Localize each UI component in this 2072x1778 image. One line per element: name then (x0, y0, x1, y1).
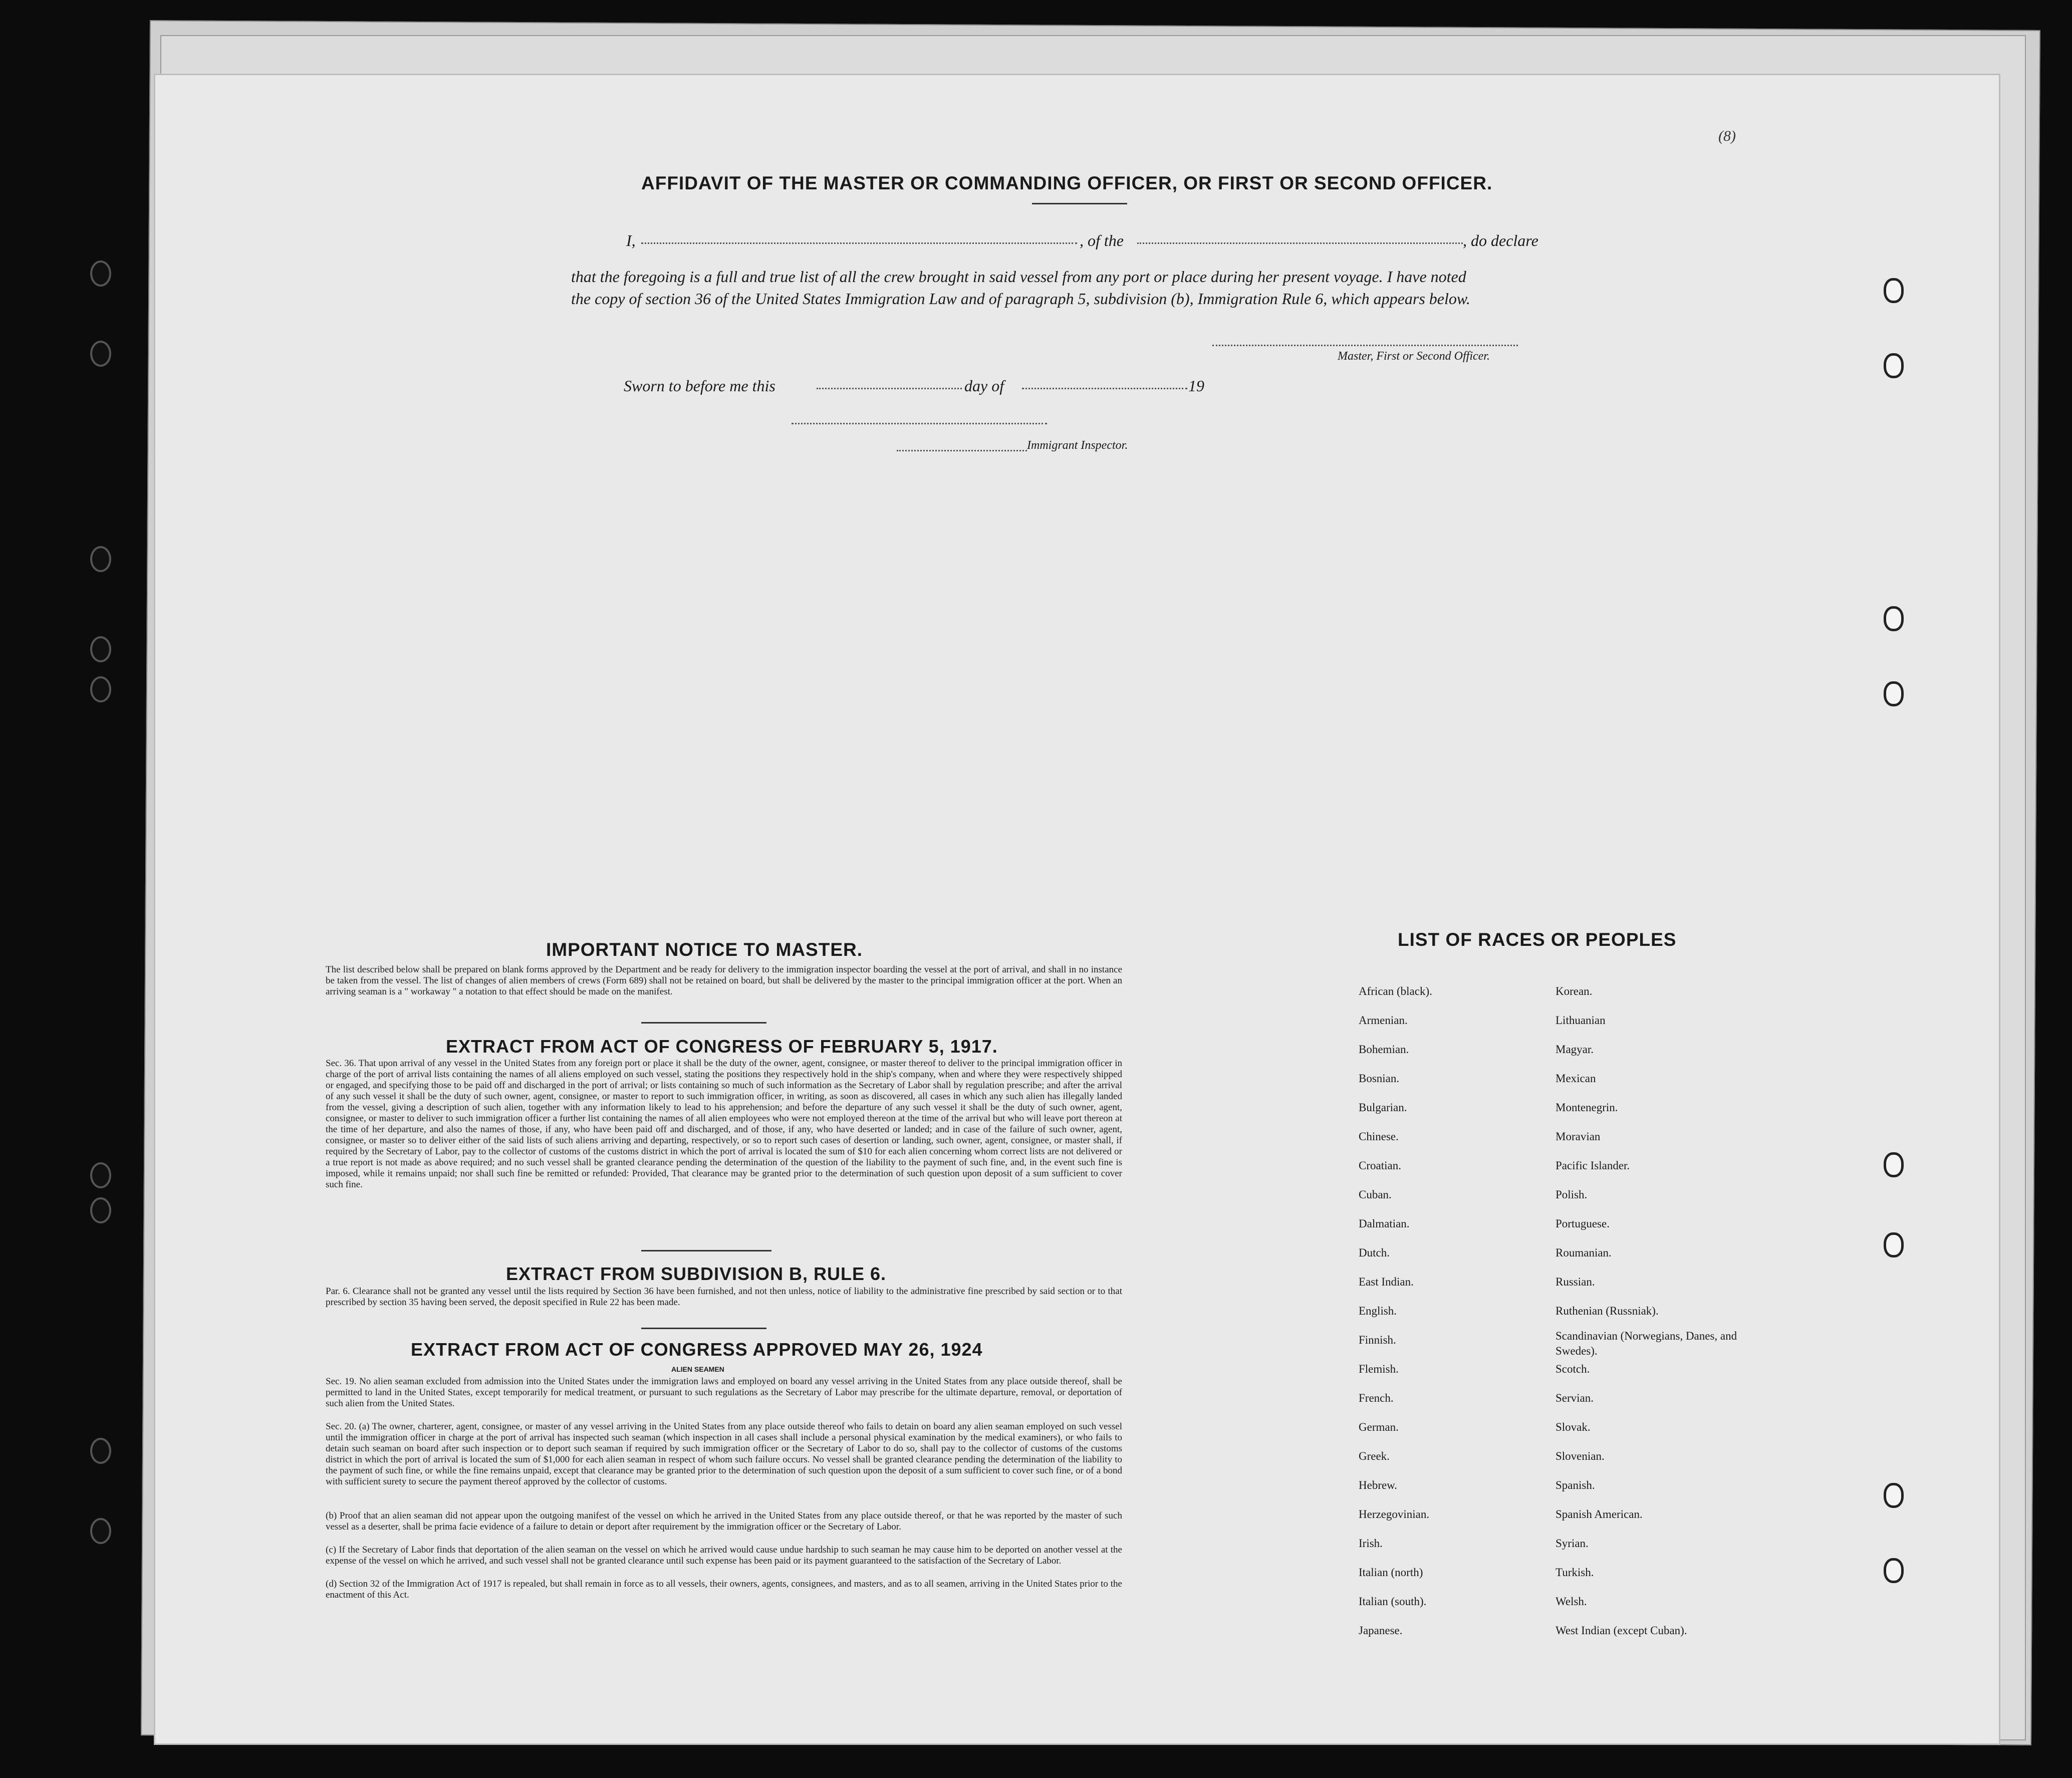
race-item: Bohemian. (1359, 1043, 1409, 1056)
race-item: Portuguese. (1556, 1217, 1610, 1230)
race-item: Greek. (1359, 1450, 1390, 1462)
race-item: Moravian (1556, 1130, 1601, 1143)
month-blank (1022, 388, 1187, 389)
race-item: Mexican (1556, 1072, 1596, 1085)
divider (641, 1022, 766, 1024)
race-item: Ruthenian (Russniak). (1556, 1305, 1659, 1317)
race-item: German. (1359, 1421, 1399, 1433)
sec20a-body: Sec. 20. (a) The owner, charterer, agent, consignee, or master of any vessel arriving in the United States from any place outside thereof who fails to detain on board any alien seaman employed on such vessel until the immigration officer in charge at the port of arrival has inspected such seaman (which inspection in all cases shall include a personal physical examination by the medical examiners), or who fails to detain such seaman on board after such inspection or to deport such seaman if required by such immigration officer or the Secretary of Labor to do so, shall pay to the collector of customs of the customs district in which the port of arrival is located the sum of $1,000 for each alien seaman in respect of whom such failure occurs. No vessel shall be granted clearance pending the determination of the liability to the payment of such fine, or while the fine remains unpaid, except that clearance may be granted prior to the determination of such question upon the deposit of a sum sufficient to cover such fine, or of a bond with sufficient surety to secure the payment thereof approved by the collector of customs. (326, 1421, 1122, 1487)
sec19-body: Sec. 19. No alien seaman excluded from admission into the United States under the immigration laws and employed on board any vessel arriving in the United States from any place outside thereof, shall be permitted to land in the United States, except temporarily for medical treatment, or pursuant to such regulations as the Secretary of Labor may prescribe for the ultimate departure, removal, or deportation of such alien from the United States. (326, 1376, 1122, 1409)
punch-hole (1884, 1232, 1904, 1257)
race-item: Roumanian. (1556, 1246, 1612, 1259)
race-item: Flemish. (1359, 1363, 1399, 1375)
manifest-page (155, 75, 1999, 1743)
race-item: Irish. (1359, 1537, 1383, 1550)
race-item: Herzegovinian. (1359, 1508, 1430, 1520)
race-item: Bosnian. (1359, 1072, 1400, 1085)
page-number-mark: (8) (1718, 128, 1736, 144)
race-item: Croatian. (1359, 1159, 1401, 1172)
race-item: English. (1359, 1305, 1397, 1317)
race-item: French. (1359, 1392, 1394, 1404)
binding-hole (90, 1518, 111, 1544)
punch-hole (1884, 1152, 1904, 1177)
punch-hole (1884, 681, 1904, 706)
sworn-day-of: day of (964, 377, 1004, 395)
inspector-signature-line (897, 450, 1027, 451)
race-item: Japanese. (1359, 1624, 1403, 1637)
day-blank (817, 388, 962, 389)
extract-1917-body: Sec. 36. That upon arrival of any vessel in the United States from any foreign port or place it shall be the duty of the owner, agent, consignee, or master thereof to deliver to the principal immigration officer in charge of the port of arrival lists containing the names of all aliens employed on such vessel, stating the positions they respectively hold in the ship's company, when and where they were respectively shipped or engaged, and specifying those to be paid off and discharged in the port of arrival; or lists containing so much of such information as the Secretary of Labor shall by regulation prescribe; and after the arrival of any such vessel it shall be the duty of such owner, agent, consignee, or master to report to such immigration officer, in writing, as soon as discovered, all cases in which any such alien has illegally landed from the vessel, giving a description of such alien, together with any information likely to lead to his apprehension; and before the departure of any such vessel it shall be the duty of such owner, agent, consignee, or master to deliver to such immigration officer a further list containing the names of all alien employees who were not employed thereon at the time of the arrival but who will leave port thereon at the time of her departure, and also the names of those, if any, who have been paid off and discharged, and of those, if any, who have deserted or landed; and in case of the failure of such owner, agent, consignee, or master so to deliver either of the said lists of such aliens arriving and departing, respectively, or so to report such cases of desertion or landing, such owner, agent, consignee, or master shall, if required by the Secretary of Labor, pay to the collector of customs of the customs district in which the port of arrival is located the sum of $10 for each alien concerning whom correct lists are not delivered or a true report is not made as above required; and no such vessel shall be granted clearance pending the determination of the question of the liability to the payment of such fine, and, in the event such fine is imposed, while it remains unpaid; nor shall such fine be remitted or refunded: Provided, That clearance may be granted prior to the determination of such question upon deposit of a sum sufficient to cover such fine. (326, 1058, 1122, 1190)
race-item: Dutch. (1359, 1246, 1390, 1259)
races-title: LIST OF RACES OR PEOPLES (1398, 929, 1677, 950)
alien-seamen-subtitle: ALIEN SEAMEN (671, 1365, 724, 1373)
affidavit-title: AFFIDAVIT OF THE MASTER OR COMMANDING OFFICER, OR FIRST OR SECOND OFFICER. (641, 173, 1493, 193)
punch-hole (1884, 353, 1904, 378)
race-item: Spanish American. (1556, 1508, 1643, 1520)
race-item: Armenian. (1359, 1014, 1408, 1027)
race-item: Korean. (1556, 985, 1593, 997)
divider (641, 1328, 766, 1329)
inspector-caption: Immigrant Inspector. (1027, 439, 1128, 452)
race-item: Montenegrin. (1556, 1101, 1618, 1114)
binding-hole (90, 636, 111, 662)
punch-hole (1884, 278, 1904, 303)
binding-hole (90, 546, 111, 572)
race-item: Finnish. (1359, 1334, 1396, 1346)
race-item: Spanish. (1556, 1479, 1595, 1491)
binding-hole (90, 1197, 111, 1223)
sec20b-body: (b) Proof that an alien seaman did not appear upon the outgoing manifest of the vessel on which he arrived in the United States from any place outside thereof, or that he was reported by the master of such vessel as a deserter, shall be prima facie evidence of a failure to detain or deport after requirement by the immigration officer or the Secretary of Labor. (326, 1510, 1122, 1532)
binding-hole (90, 1438, 111, 1464)
race-item: Cuban. (1359, 1188, 1392, 1201)
race-item: Slovak. (1556, 1421, 1591, 1433)
vessel-blank (1137, 242, 1463, 244)
race-item: Scotch. (1556, 1363, 1590, 1375)
extract-1917-title: EXTRACT FROM ACT OF CONGRESS OF FEBRUARY 5, 1917. (446, 1036, 998, 1057)
notice-title: IMPORTANT NOTICE TO MASTER. (546, 939, 863, 960)
race-item: West Indian (except Cuban). (1556, 1624, 1687, 1637)
race-item: African (black). (1359, 985, 1432, 997)
extract-1924-title: EXTRACT FROM ACT OF CONGRESS APPROVED MAY 26, 1924 (411, 1339, 983, 1360)
race-item: Scandinavian (Norwegians, Danes, and Swedes). (1556, 1330, 1737, 1357)
inspector-line (792, 423, 1047, 424)
punch-hole (1884, 1558, 1904, 1583)
race-item: Lithuanian (1556, 1014, 1606, 1027)
binding-hole (90, 1162, 111, 1188)
race-item: Welsh. (1556, 1595, 1587, 1608)
race-item: Servian. (1556, 1392, 1594, 1404)
declaration-i: I, (626, 231, 636, 249)
race-item: Hebrew. (1359, 1479, 1398, 1491)
notice-body: The list described below shall be prepared on blank forms approved by the Department and be ready for delivery to the immigration inspector boarding the vessel at the port of arrival, and shall in no instance be taken from the vessel. The list of changes of alien members of crews (Form 689) shall not be retained on board, but shall be delivered by the master to the principal immigration officer at the port. When an arriving seaman is a " workaway " a notation to that effect should be made on the manifest. (326, 964, 1122, 997)
race-item: Slovenian. (1556, 1450, 1605, 1462)
race-item: Syrian. (1556, 1537, 1589, 1550)
extract-rule6-body: Par. 6. Clearance shall not be granted any vessel until the lists required by Section 36 have been furnished, and not then unless, notice of liability to the administrative fine prescribed by said section or to that prescribed by section 35 having been served, the deposit specified in Rule 22 has been made. (326, 1286, 1122, 1308)
race-item: Italian (north) (1359, 1566, 1423, 1579)
race-item: Polish. (1556, 1188, 1588, 1201)
race-item: Dalmatian. (1359, 1217, 1410, 1230)
declaration-do-declare: , do declare (1463, 231, 1538, 249)
race-item: Magyar. (1556, 1043, 1594, 1056)
sworn-prefix: Sworn to before me this (624, 377, 775, 395)
binding-hole (90, 676, 111, 702)
sworn-year: 19 (1188, 377, 1204, 395)
declaration-body: that the foregoing is a full and true list of all the crew brought in said vessel from any port or place during her present voyage. I have noted the copy of section 36 of the United States Immigration Law and of paragraph 5, subdivision (b), Immigration Rule 6, which appears below. (571, 268, 1470, 308)
divider (1032, 203, 1127, 204)
sec20c-body: (c) If the Secretary of Labor finds that deportation of the alien seaman on the vessel on which he arrived would cause undue hardship to such seaman he may cause him to be deported on another vessel at the expense of the vessel on which he arrived, and such vessel shall not be granted clearance until such expense has been paid or its payment guaranteed to the satisfaction of the Secretary of Labor. (326, 1545, 1122, 1566)
binding-hole (90, 261, 111, 287)
race-item: Pacific Islander. (1556, 1159, 1630, 1172)
master-signature-line (1212, 345, 1518, 346)
race-item: Russian. (1556, 1276, 1595, 1288)
race-item: Turkish. (1556, 1566, 1594, 1579)
binding-hole (90, 341, 111, 367)
race-item: Italian (south). (1359, 1595, 1427, 1608)
punch-hole (1884, 1483, 1904, 1508)
race-item: East Indian. (1359, 1276, 1414, 1288)
name-blank (641, 242, 1077, 244)
master-caption: Master, First or Second Officer. (1338, 350, 1490, 363)
race-item: Bulgarian. (1359, 1101, 1407, 1114)
race-item: Chinese. (1359, 1130, 1399, 1143)
extract-rule6-title: EXTRACT FROM SUBDIVISION B, RULE 6. (506, 1263, 887, 1284)
divider (641, 1250, 771, 1251)
punch-hole (1884, 606, 1904, 631)
sec20d-body: (d) Section 32 of the Immigration Act of 1917 is repealed, but shall remain in force as to all vessels, their owners, agents, consignees, and masters, and as to all seamen, arriving in the United States prior to the enactment of this Act. (326, 1579, 1122, 1600)
declaration-of-the: , of the (1080, 231, 1124, 249)
